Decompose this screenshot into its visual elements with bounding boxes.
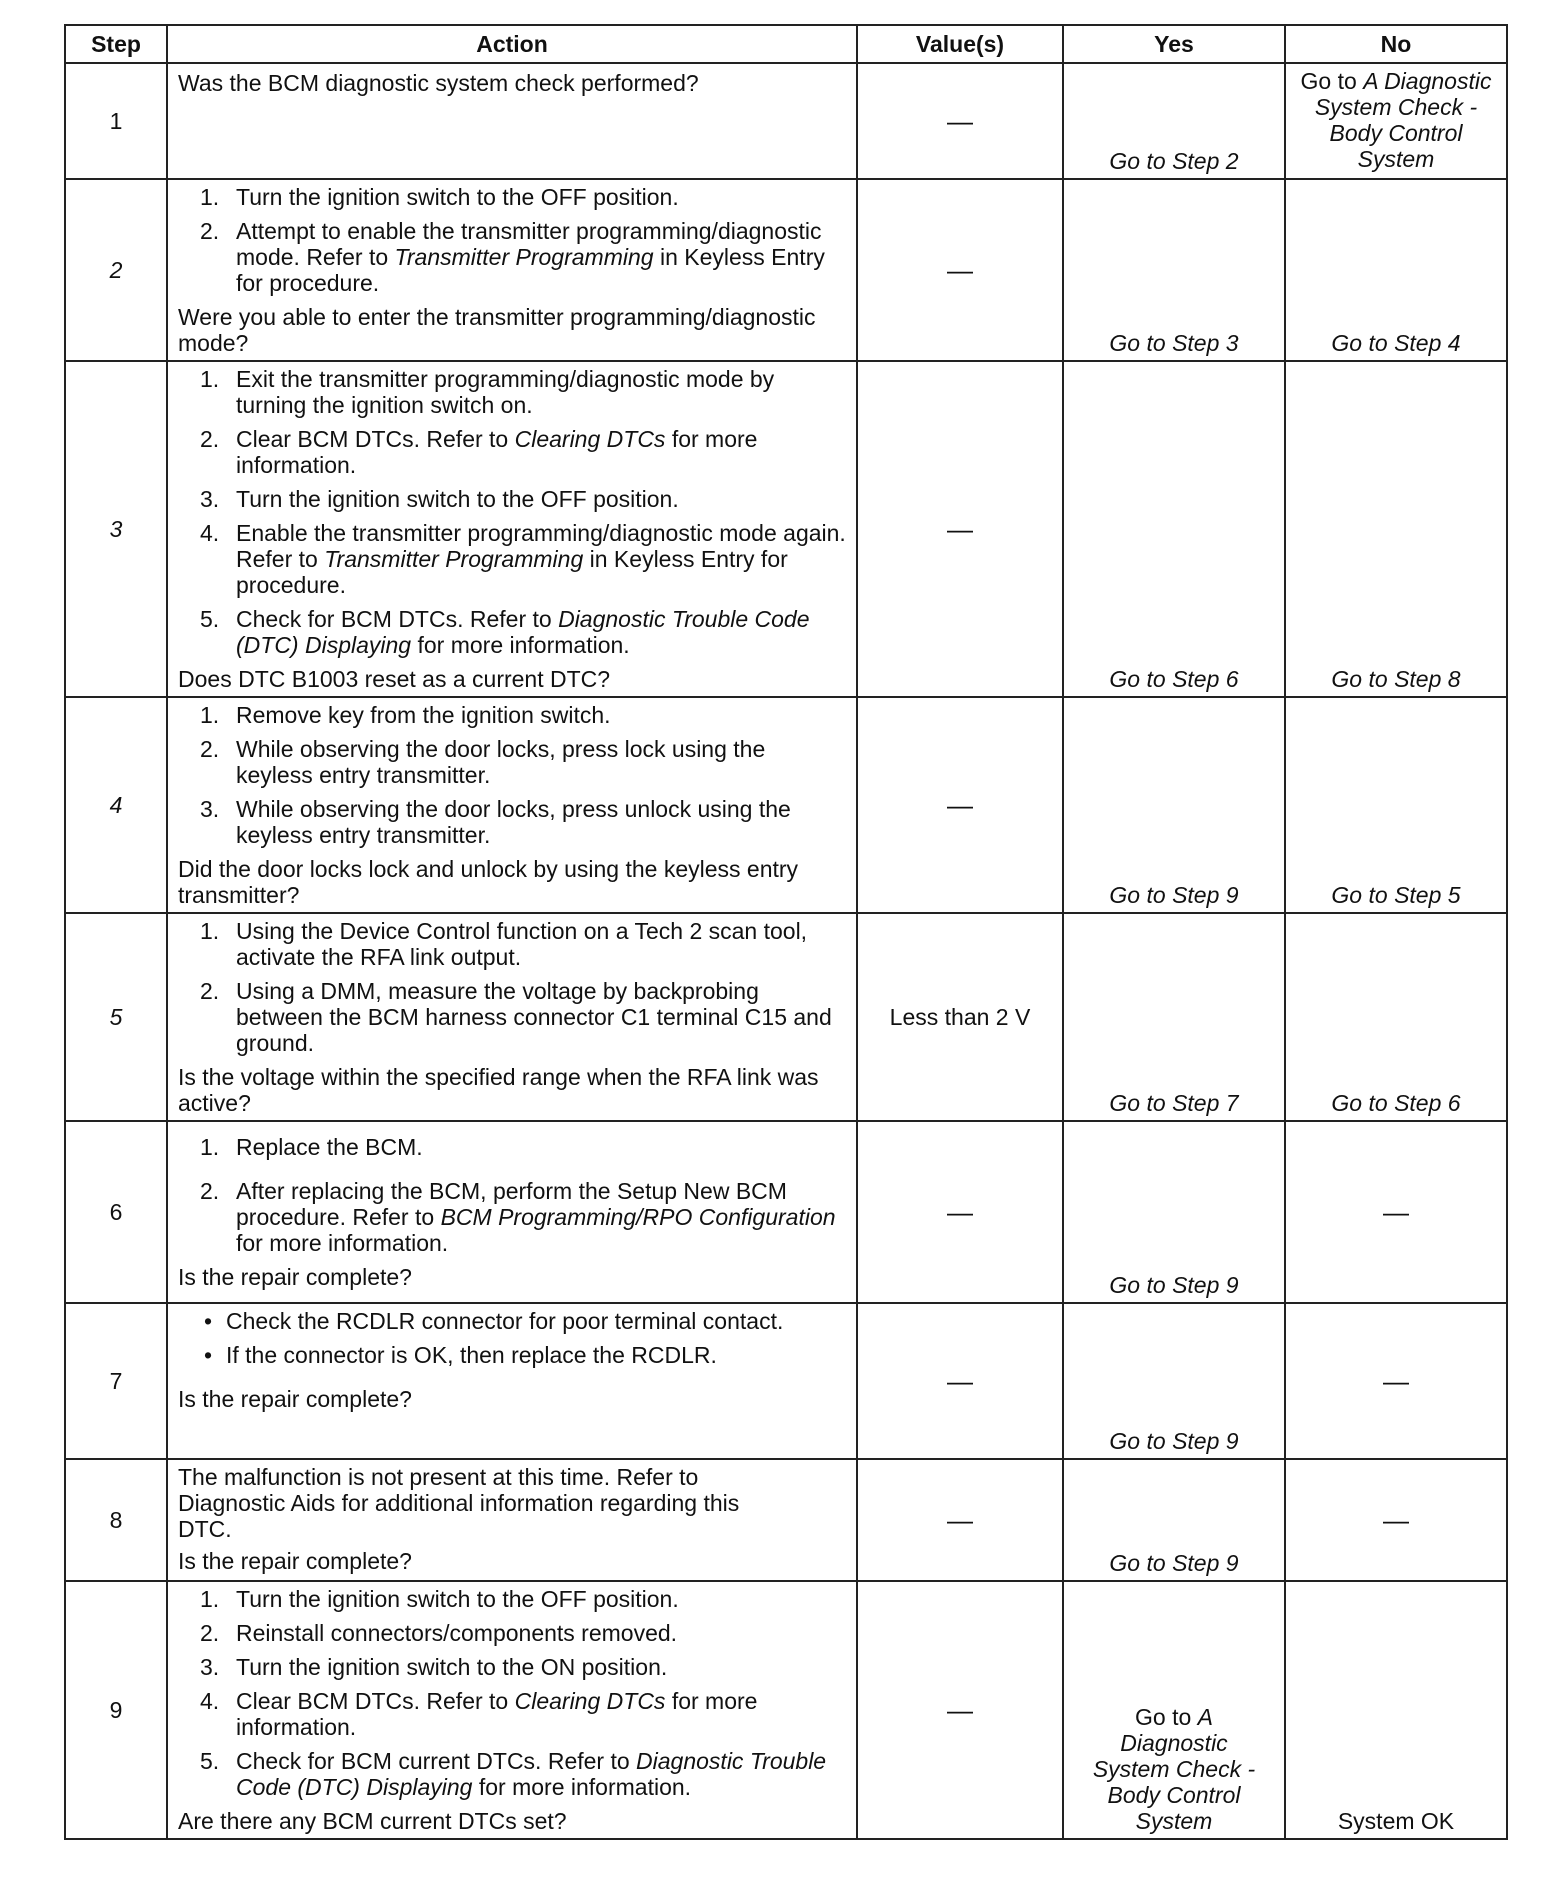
yes-reference: A Diagnostic System Check - Body Control System	[1092, 1704, 1256, 1834]
no-cell: Go to Step 5	[1285, 697, 1507, 913]
yes-cell: Go to Step 9	[1063, 1121, 1285, 1303]
action-item: 2. While observing the door locks, press lock using the keyless entry transmitter.	[200, 736, 766, 788]
action-item: 1. Replace the BCM.	[200, 1134, 423, 1160]
no-cell	[1285, 63, 1507, 179]
action-cell	[167, 1303, 857, 1459]
action-item: 4. Clear BCM DTCs. Refer to Clearing DTCs for more information.	[200, 1688, 758, 1740]
header-values: Value(s)	[857, 25, 1063, 63]
no-cell: Go to Step 8	[1285, 361, 1507, 697]
action-cell	[167, 697, 857, 913]
action-question: Is the repair complete?	[178, 1548, 412, 1574]
action-list	[178, 918, 846, 1056]
table-row-step-5	[65, 913, 1507, 1121]
yes-cell: Go to Step 9	[1063, 1459, 1285, 1581]
no-cell: Go to Step 6	[1285, 913, 1507, 1121]
action-question: Is the repair complete?	[178, 1386, 412, 1412]
yes-prefix: Go to	[1135, 1704, 1198, 1730]
action-list	[178, 366, 846, 658]
no-cell: System OK	[1285, 1581, 1507, 1839]
action-question: Were you able to enter the transmitter programming/diagnostic mode?	[178, 304, 816, 356]
action-list	[178, 1586, 846, 1800]
action-list	[178, 184, 846, 296]
action-question: Are there any BCM current DTCs set?	[178, 1808, 567, 1834]
action-question: Is the repair complete?	[178, 1264, 412, 1290]
yes-cell: Go to Step 2	[1063, 63, 1285, 179]
header-yes: Yes	[1063, 25, 1285, 63]
table-row-step-2	[65, 179, 1507, 361]
step-number: 9	[65, 1581, 167, 1839]
value-cell: —	[857, 361, 1063, 697]
table-row-step-1	[65, 63, 1507, 179]
step-number: 1	[65, 63, 167, 179]
action-cell	[167, 361, 857, 697]
table-row-step-3	[65, 361, 1507, 697]
action-cell	[167, 1121, 857, 1303]
action-cell	[167, 63, 857, 179]
value-cell: —	[857, 63, 1063, 179]
action-list	[178, 1134, 846, 1256]
action-item: 1. Turn the ignition switch to the OFF position.	[200, 184, 679, 210]
action-item: 4. Enable the transmitter programming/diagnostic mode again. Refer to Transmitter Programming in Keyless Entry for procedure.	[200, 520, 846, 598]
action-item: 2. Using a DMM, measure the voltage by backprobing between the BCM harness connector C1 terminal C15 and ground.	[200, 978, 832, 1056]
action-item: 3. While observing the door locks, press unlock using the keyless entry transmitter.	[200, 796, 791, 848]
action-item: 1. Exit the transmitter programming/diagnostic mode by turning the ignition switch on.	[200, 366, 775, 418]
action-cell	[167, 179, 857, 361]
table-row-step-6	[65, 1121, 1507, 1303]
no-cell: —	[1285, 1303, 1507, 1459]
value-cell: —	[857, 1121, 1063, 1303]
value-cell: —	[857, 697, 1063, 913]
action-item: 1. Using the Device Control function on a Tech 2 scan tool, activate the RFA link output.	[200, 918, 808, 970]
action-item: 3. Turn the ignition switch to the ON position.	[200, 1654, 668, 1680]
step-number: 8	[65, 1459, 167, 1581]
yes-cell: Go to Step 9	[1063, 697, 1285, 913]
value-cell: —	[857, 1459, 1063, 1581]
step-number: 5	[65, 913, 167, 1121]
yes-cell: Go to Step 9	[1063, 1303, 1285, 1459]
action-item: 2. Attempt to enable the transmitter programming/diagnostic mode. Refer to Transmitter Programming in Keyless Entry for procedure.	[200, 218, 825, 296]
yes-cell	[1063, 1581, 1285, 1839]
action-question: Did the door locks lock and unlock by using the keyless entry transmitter?	[178, 856, 799, 908]
value-cell: —	[857, 1581, 1063, 1839]
action-text: The malfunction is not present at this time. Refer to Diagnostic Aids for additional information regarding this DTC.	[178, 1464, 740, 1542]
action-cell	[167, 1459, 857, 1581]
action-cell	[167, 913, 857, 1121]
action-question: Does DTC B1003 reset as a current DTC?	[178, 666, 611, 692]
action-item: 5. Check for BCM current DTCs. Refer to Diagnostic Trouble Code (DTC) Displaying for more information.	[200, 1748, 827, 1800]
yes-cell: Go to Step 3	[1063, 179, 1285, 361]
value-cell: —	[857, 1303, 1063, 1459]
table-row-step-7	[65, 1303, 1507, 1459]
header-step: Step	[65, 25, 167, 63]
table-row-step-4	[65, 697, 1507, 913]
action-item: 3. Turn the ignition switch to the OFF position.	[200, 486, 679, 512]
action-item: 2. After replacing the BCM, perform the Setup New BCM procedure. Refer to BCM Programming/RPO Configuration for more information.	[200, 1178, 836, 1256]
no-cell: —	[1285, 1121, 1507, 1303]
yes-cell: Go to Step 6	[1063, 361, 1285, 697]
value-cell: —	[857, 179, 1063, 361]
no-prefix: Go to	[1300, 68, 1364, 94]
diagnostic-table-container	[64, 24, 1506, 1840]
action-cell	[167, 1581, 857, 1839]
action-item: 2. Clear BCM DTCs. Refer to Clearing DTCs for more information.	[200, 426, 758, 478]
diagnostic-table	[64, 24, 1508, 1840]
action-question: Was the BCM diagnostic system check performed?	[178, 70, 699, 96]
step-number: 2	[65, 179, 167, 361]
header-row	[65, 25, 1507, 63]
action-item: 1. Remove key from the ignition switch.	[200, 702, 611, 728]
step-number: 7	[65, 1303, 167, 1459]
header-no: No	[1285, 25, 1507, 63]
action-bullets	[178, 1308, 846, 1368]
action-bullet: • If the connector is OK, then replace the RCDLR.	[178, 1342, 846, 1368]
no-reference: A Diagnostic System Check - Body Control System	[1314, 68, 1492, 172]
header-action: Action	[167, 25, 857, 63]
no-cell: —	[1285, 1459, 1507, 1581]
step-number: 4	[65, 697, 167, 913]
step-number: 3	[65, 361, 167, 697]
action-item: 1. Turn the ignition switch to the OFF position.	[200, 1586, 679, 1612]
action-item: 2. Reinstall connectors/components removed.	[200, 1620, 678, 1646]
action-list	[178, 702, 846, 848]
yes-cell: Go to Step 7	[1063, 913, 1285, 1121]
no-cell: Go to Step 4	[1285, 179, 1507, 361]
table-row-step-9	[65, 1581, 1507, 1839]
action-question: Is the voltage within the specified range when the RFA link was active?	[178, 1064, 819, 1116]
step-number: 6	[65, 1121, 167, 1303]
table-row-step-8	[65, 1459, 1507, 1581]
action-bullet: • Check the RCDLR connector for poor terminal contact.	[178, 1308, 846, 1334]
action-item: 5. Check for BCM DTCs. Refer to Diagnostic Trouble Code (DTC) Displaying for more information.	[200, 606, 810, 658]
value-cell: Less than 2 V	[857, 913, 1063, 1121]
